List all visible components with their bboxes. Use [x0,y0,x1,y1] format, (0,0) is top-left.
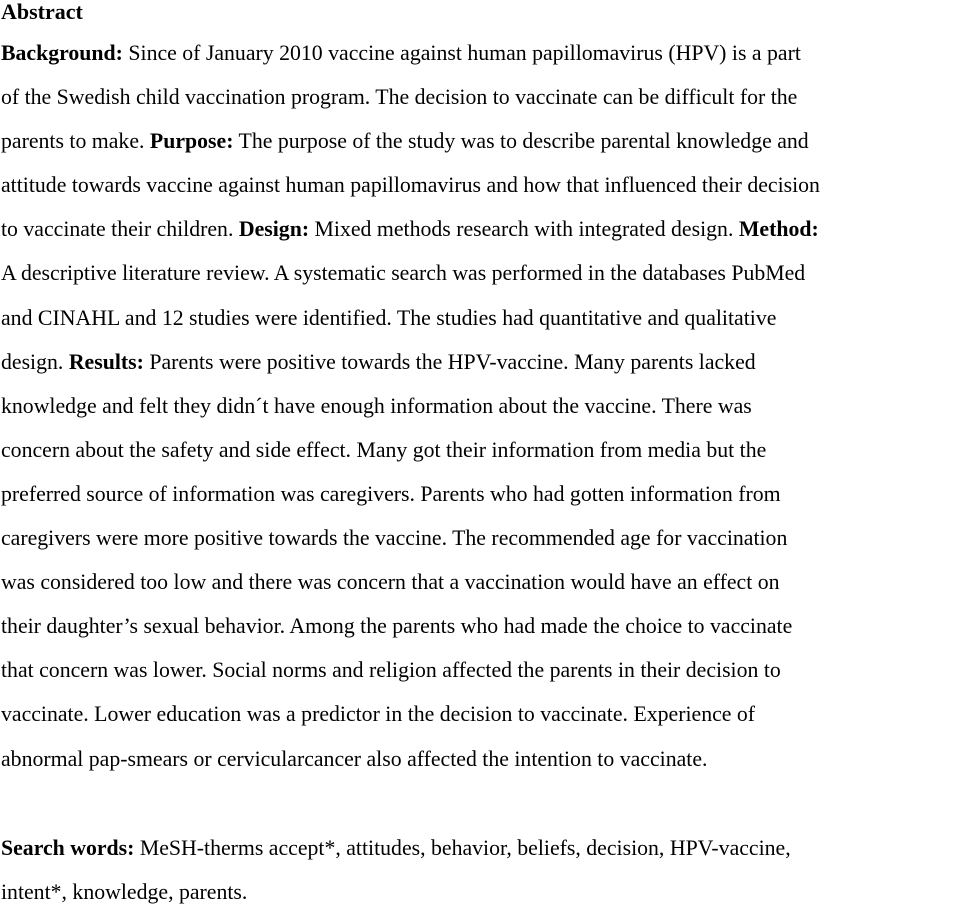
abstract-title: Abstract [1,0,83,24]
abstract-line [1,516,959,560]
abstract-text: and CINAHL and 12 studies were identified. The studies had quantitative and qualitative [1,305,777,330]
results-label: Results: [68,349,144,374]
search-words-text: MeSH-therms accept*, attitudes, behavior, beliefs, decision, HPV-vaccine, [134,836,791,860]
abstract-text: abnormal pap-smears or cervicularcancer also affected the intention to vaccinate. [1,746,708,771]
search-words-line [1,826,959,870]
abstract-text: The purpose of the study was to describe parental knowledge and [233,129,809,154]
design-label: Design: [238,217,310,242]
background-label: Background: [1,41,123,65]
abstract-line [1,692,959,736]
abstract-line [1,31,959,75]
abstract-line [1,560,959,604]
abstract-text: Parents were positive towards the HPV-vaccine. Many parents lacked [143,349,756,374]
abstract-line [1,119,959,163]
abstract-text: parents to make. [1,129,150,154]
abstract-line [1,648,959,692]
abstract-text: Since of January 2010 vaccine against human papillomavirus (HPV) is a part [122,41,801,65]
abstract-text: caregivers were more positive towards the vaccine. The recommended age for vaccination [1,526,788,551]
search-words-label: Search words: [1,836,135,860]
method-label: Method: [738,217,819,242]
purpose-label: Purpose: [149,129,234,154]
abstract-line [1,604,959,648]
abstract-text: concern about the safety and side effect. Many got their information from media but the [1,437,767,462]
abstract-text: Mixed methods research with integrated design. [309,217,739,242]
abstract-text: that concern was lower. Social norms and religion affected the parents in their decision to [1,658,781,683]
abstract-text: vaccinate. Lower education was a predictor in the decision to vaccinate. Experience of [1,702,756,727]
abstract-text: to vaccinate their children. [1,217,239,242]
abstract-line [1,207,959,251]
abstract-text: knowledge and felt they didn´t have enough information about the vaccine. There was [1,393,752,418]
abstract-text: design. [1,349,69,374]
abstract-text: preferred source of information was caregivers. Parents who had gotten information from [1,481,781,506]
search-words-text: intent*, knowledge, parents. [1,880,248,905]
abstract-text: their daughter’s sexual behavior. Among the parents who had made the choice to vaccinate [1,614,793,639]
search-words-section [1,826,959,914]
abstract-line [1,251,959,295]
abstract-line [1,737,959,781]
abstract-line [1,472,959,516]
abstract-line [1,340,959,384]
abstract-line [1,75,959,119]
abstract-text: attitude towards vaccine against human papillomavirus and how that influenced their decision [1,173,820,198]
abstract-text: was considered too low and there was concern that a vaccination would have an effect on [1,570,780,595]
abstract-line [1,428,959,472]
abstract-text: of the Swedish child vaccination program. The decision to vaccinate can be difficult for the [1,85,798,110]
abstract-text: A descriptive literature review. A systematic search was performed in the databases PubMed [1,261,806,286]
abstract-line [1,163,959,207]
abstract-body [1,31,959,781]
abstract-line [1,384,959,428]
abstract-line [1,296,959,340]
search-words-line [1,870,959,914]
